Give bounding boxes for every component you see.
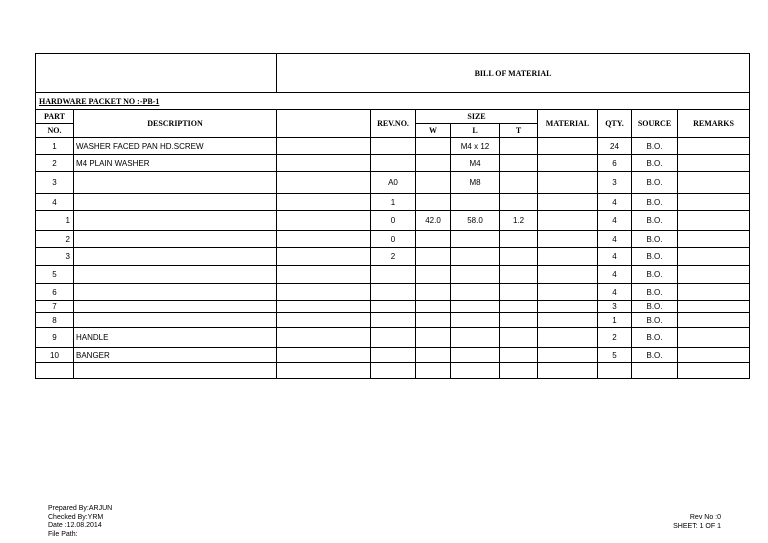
file-path: File Path: — [48, 530, 78, 538]
cell-desc — [74, 301, 277, 313]
blank-cell — [277, 284, 371, 301]
cell-l — [451, 231, 500, 248]
cell-remarks — [678, 155, 750, 172]
cell-no: 8 — [36, 313, 74, 328]
header-remarks: REMARKS — [678, 110, 750, 138]
cell-qty: 5 — [598, 348, 632, 363]
blank-cell — [277, 211, 371, 231]
cell-desc: M4 PLAIN WASHER — [74, 155, 277, 172]
cell-material — [538, 138, 598, 155]
cell-source: B.O. — [632, 328, 678, 348]
title-left-cell — [36, 54, 277, 93]
cell-source: B.O. — [632, 313, 678, 328]
cell-desc — [74, 266, 277, 284]
table-row — [36, 284, 750, 301]
cell-t — [500, 363, 538, 379]
header-t: T — [500, 124, 538, 138]
cell-rev: 1 — [371, 194, 416, 211]
cell-no: 4 — [36, 194, 74, 211]
table-row — [36, 211, 750, 231]
cell-w — [416, 194, 451, 211]
footer-left — [48, 505, 112, 539]
header-w: W — [416, 124, 451, 138]
cell-rev: 2 — [371, 248, 416, 266]
checked-by: Checked By:YRM — [48, 513, 104, 521]
blank-cell — [277, 231, 371, 248]
cell-qty: 4 — [598, 284, 632, 301]
cell-qty: 4 — [598, 211, 632, 231]
header-qty: QTY. — [598, 110, 632, 138]
cell-t — [500, 194, 538, 211]
cell-qty: 6 — [598, 155, 632, 172]
cell-w — [416, 231, 451, 248]
cell-t — [500, 348, 538, 363]
packet-row — [36, 93, 750, 110]
table-row — [36, 328, 750, 348]
blank-cell — [277, 172, 371, 194]
cell-t — [500, 266, 538, 284]
cell-source: B.O. — [632, 155, 678, 172]
cell-no: 2 — [36, 231, 74, 248]
table-row — [36, 138, 750, 155]
cell-no: 2 — [36, 155, 74, 172]
cell-w — [416, 155, 451, 172]
cell-t — [500, 284, 538, 301]
cell-t — [500, 248, 538, 266]
cell-w: 42.0 — [416, 211, 451, 231]
document-title: BILL OF MATERIAL — [277, 54, 750, 93]
table-row — [36, 363, 750, 379]
blank-cell — [277, 248, 371, 266]
cell-source: B.O. — [632, 248, 678, 266]
cell-desc — [74, 363, 277, 379]
cell-w — [416, 363, 451, 379]
blank-cell — [277, 266, 371, 284]
cell-qty: 1 — [598, 313, 632, 328]
cell-material — [538, 363, 598, 379]
cell-w — [416, 138, 451, 155]
cell-l — [451, 348, 500, 363]
cell-remarks — [678, 348, 750, 363]
cell-l — [451, 284, 500, 301]
cell-remarks — [678, 363, 750, 379]
cell-t — [500, 313, 538, 328]
blank-cell — [277, 301, 371, 313]
cell-no: 6 — [36, 284, 74, 301]
cell-desc: WASHER FACED PAN HD.SCREW — [74, 138, 277, 155]
cell-rev — [371, 138, 416, 155]
cell-source: B.O. — [632, 211, 678, 231]
blank-cell — [277, 348, 371, 363]
cell-remarks — [678, 211, 750, 231]
header-no: NO. — [36, 124, 74, 138]
table-row — [36, 266, 750, 284]
cell-rev — [371, 284, 416, 301]
cell-remarks — [678, 328, 750, 348]
cell-remarks — [678, 284, 750, 301]
blank-cell — [277, 155, 371, 172]
cell-desc — [74, 211, 277, 231]
cell-remarks — [678, 194, 750, 211]
cell-material — [538, 155, 598, 172]
cell-source — [632, 363, 678, 379]
cell-w — [416, 328, 451, 348]
cell-t — [500, 172, 538, 194]
cell-rev — [371, 301, 416, 313]
header-material: MATERIAL — [538, 110, 598, 138]
cell-desc — [74, 248, 277, 266]
table-row — [36, 313, 750, 328]
blank-cell — [277, 138, 371, 155]
table-row — [36, 248, 750, 266]
cell-source: B.O. — [632, 284, 678, 301]
footer-right — [673, 514, 721, 531]
cell-qty: 4 — [598, 231, 632, 248]
cell-desc — [74, 194, 277, 211]
cell-no: 1 — [36, 211, 74, 231]
cell-remarks — [678, 231, 750, 248]
cell-rev — [371, 348, 416, 363]
cell-l: M8 — [451, 172, 500, 194]
rev-no: Rev No :0 — [689, 514, 721, 521]
cell-qty: 3 — [598, 172, 632, 194]
cell-qty: 4 — [598, 194, 632, 211]
table-row — [36, 231, 750, 248]
cell-material — [538, 313, 598, 328]
cell-t — [500, 138, 538, 155]
header-source: SOURCE — [632, 110, 678, 138]
date: Date :12.08.2014 — [48, 522, 102, 529]
prepared-by: Prepared By:ARJUN — [48, 505, 113, 512]
cell-source: B.O. — [632, 301, 678, 313]
cell-remarks — [678, 248, 750, 266]
cell-source: B.O. — [632, 348, 678, 363]
cell-no: 7 — [36, 301, 74, 313]
cell-no: 3 — [36, 172, 74, 194]
cell-material — [538, 211, 598, 231]
cell-l — [451, 194, 500, 211]
cell-source: B.O. — [632, 194, 678, 211]
cell-material — [538, 284, 598, 301]
cell-remarks — [678, 138, 750, 155]
cell-rev — [371, 313, 416, 328]
cell-w — [416, 284, 451, 301]
cell-t — [500, 155, 538, 172]
packet-number: HARDWARE PACKET NO :-PB-1 — [36, 93, 750, 110]
cell-remarks — [678, 172, 750, 194]
cell-w — [416, 172, 451, 194]
cell-w — [416, 266, 451, 284]
cell-l — [451, 266, 500, 284]
cell-no: 9 — [36, 328, 74, 348]
cell-source: B.O. — [632, 266, 678, 284]
header-revno: REV.NO. — [371, 110, 416, 138]
cell-no: 1 — [36, 138, 74, 155]
table-row — [36, 155, 750, 172]
cell-material — [538, 266, 598, 284]
bill-of-material-table — [35, 53, 750, 379]
cell-rev: A0 — [371, 172, 416, 194]
cell-no: 5 — [36, 266, 74, 284]
cell-l — [451, 363, 500, 379]
cell-no: 10 — [36, 348, 74, 363]
table-row — [36, 301, 750, 313]
cell-source: B.O. — [632, 138, 678, 155]
cell-qty: 4 — [598, 248, 632, 266]
cell-remarks — [678, 266, 750, 284]
header-row-1 — [36, 110, 750, 124]
cell-rev — [371, 328, 416, 348]
blank-cell — [277, 313, 371, 328]
cell-rev — [371, 155, 416, 172]
cell-l — [451, 313, 500, 328]
cell-rev — [371, 363, 416, 379]
table-row — [36, 348, 750, 363]
cell-l: 58.0 — [451, 211, 500, 231]
cell-l: M4 — [451, 155, 500, 172]
cell-material — [538, 194, 598, 211]
cell-material — [538, 328, 598, 348]
cell-remarks — [678, 313, 750, 328]
cell-source: B.O. — [632, 172, 678, 194]
cell-desc — [74, 172, 277, 194]
header-l: L — [451, 124, 500, 138]
cell-l — [451, 328, 500, 348]
cell-qty: 3 — [598, 301, 632, 313]
header-description: DESCRIPTION — [74, 110, 277, 138]
cell-w — [416, 348, 451, 363]
cell-t — [500, 328, 538, 348]
cell-qty: 2 — [598, 328, 632, 348]
cell-desc: BANGER — [74, 348, 277, 363]
cell-l — [451, 248, 500, 266]
cell-qty: 4 — [598, 266, 632, 284]
cell-w — [416, 313, 451, 328]
cell-qty: 24 — [598, 138, 632, 155]
cell-material — [538, 348, 598, 363]
blank-cell — [277, 194, 371, 211]
cell-material — [538, 172, 598, 194]
cell-qty — [598, 363, 632, 379]
cell-rev: 0 — [371, 211, 416, 231]
blank-cell — [277, 328, 371, 348]
cell-no — [36, 363, 74, 379]
title-row — [36, 54, 750, 93]
table-row — [36, 194, 750, 211]
header-blank — [277, 110, 371, 138]
cell-no: 3 — [36, 248, 74, 266]
cell-w — [416, 248, 451, 266]
cell-rev: 0 — [371, 231, 416, 248]
cell-source: B.O. — [632, 231, 678, 248]
cell-material — [538, 301, 598, 313]
cell-remarks — [678, 301, 750, 313]
cell-desc — [74, 284, 277, 301]
header-part: PART — [36, 110, 74, 124]
cell-l: M4 x 12 — [451, 138, 500, 155]
table-row — [36, 172, 750, 194]
cell-t — [500, 231, 538, 248]
cell-t — [500, 301, 538, 313]
sheet-number: SHEET: 1 OF 1 — [673, 522, 721, 530]
cell-desc: HANDLE — [74, 328, 277, 348]
cell-desc — [74, 231, 277, 248]
cell-rev — [371, 266, 416, 284]
cell-desc — [74, 313, 277, 328]
cell-l — [451, 301, 500, 313]
header-size: SIZE — [416, 110, 538, 124]
cell-w — [416, 301, 451, 313]
blank-cell — [277, 363, 371, 379]
cell-material — [538, 231, 598, 248]
cell-material — [538, 248, 598, 266]
cell-t: 1.2 — [500, 211, 538, 231]
